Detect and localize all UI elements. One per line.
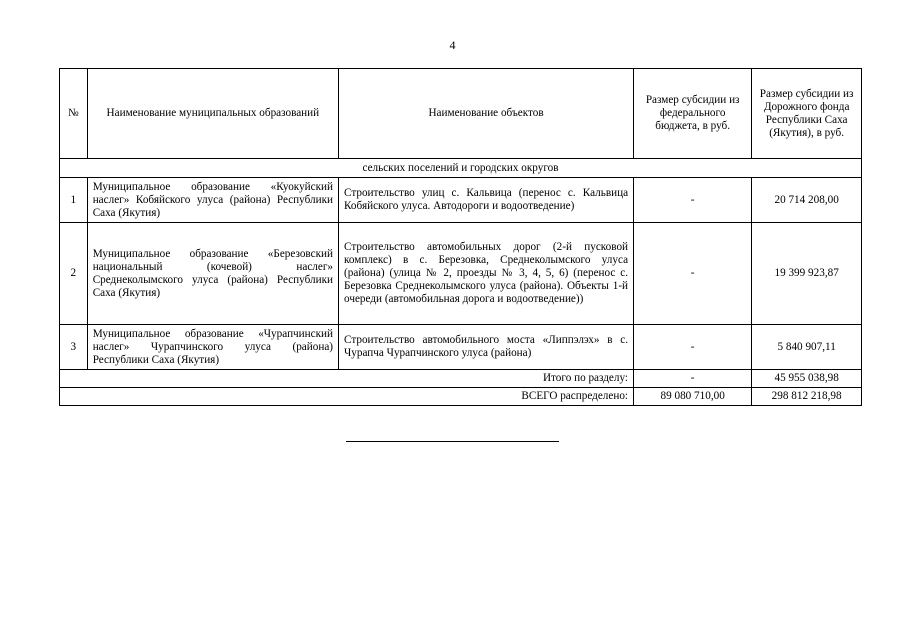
row-object: Строительство улиц с. Кальвица (перенос с. Кальвица Кобяйского улуса. Автодороги и водоотведение) (339, 178, 634, 223)
row-road-fund: 19 399 923,87 (752, 223, 862, 325)
row-no: 3 (60, 325, 88, 370)
total-label: ВСЕГО распределено: (60, 388, 634, 406)
row-municipality: Муниципальное образование «Березовский национальный (кочевой) наслег» Среднеколымского улуса (района) Республики Саха (Якутия) (87, 223, 338, 325)
row-object: Строительство автомобильного моста «Липпэлэх» в с. Чурапча Чурапчинского улуса (района) (339, 325, 634, 370)
row-no: 2 (60, 223, 88, 325)
total-road-fund: 298 812 218,98 (752, 388, 862, 406)
header-road-fund: Размер субсидии из Дорожного фонда Республики Саха (Якутия), в руб. (752, 69, 862, 159)
row-municipality: Муниципальное образование «Куокуйский наслег» Кобяйского улуса (района) Республики Саха (Якутия) (87, 178, 338, 223)
subsidy-table (59, 68, 862, 406)
section-row (60, 159, 862, 178)
subtotal-row (60, 370, 862, 388)
row-federal: - (634, 223, 752, 325)
row-municipality: Муниципальное образование «Чурапчинский наслег» Чурапчинского улуса (района) Республики Саха (Якутия) (87, 325, 338, 370)
header-no: № (60, 69, 88, 159)
page-number: 4 (449, 38, 456, 52)
subtotal-road-fund: 45 955 038,98 (752, 370, 862, 388)
row-no: 1 (60, 178, 88, 223)
row-federal: - (634, 178, 752, 223)
header-municipality: Наименование муниципальных образований (87, 69, 338, 159)
table-row (60, 223, 862, 325)
table-row (60, 325, 862, 370)
row-road-fund: 5 840 907,11 (752, 325, 862, 370)
total-row (60, 388, 862, 406)
subtotal-label: Итого по разделу: (60, 370, 634, 388)
table-row (60, 178, 862, 223)
header-object: Наименование объектов (339, 69, 634, 159)
row-road-fund: 20 714 208,00 (752, 178, 862, 223)
footer-divider-line (346, 441, 559, 442)
subtotal-federal: - (634, 370, 752, 388)
total-federal: 89 080 710,00 (634, 388, 752, 406)
row-federal: - (634, 325, 752, 370)
row-object: Строительство автомобильных дорог (2-й пусковой комплекс) в с. Березовка, Среднеколымского улуса (района) (улица № 2, проезды № 3, 4, 5, 6) (перенос с. Березовка Среднеколымского улуса (района). Объекты 1-й очереди (автомобильная дорога и водоотведение)) (339, 223, 634, 325)
section-title: сельских поселений и городских округов (60, 159, 862, 178)
table-header-row (60, 69, 862, 159)
header-federal: Размер субсидии из федерального бюджета, в руб. (634, 69, 752, 159)
